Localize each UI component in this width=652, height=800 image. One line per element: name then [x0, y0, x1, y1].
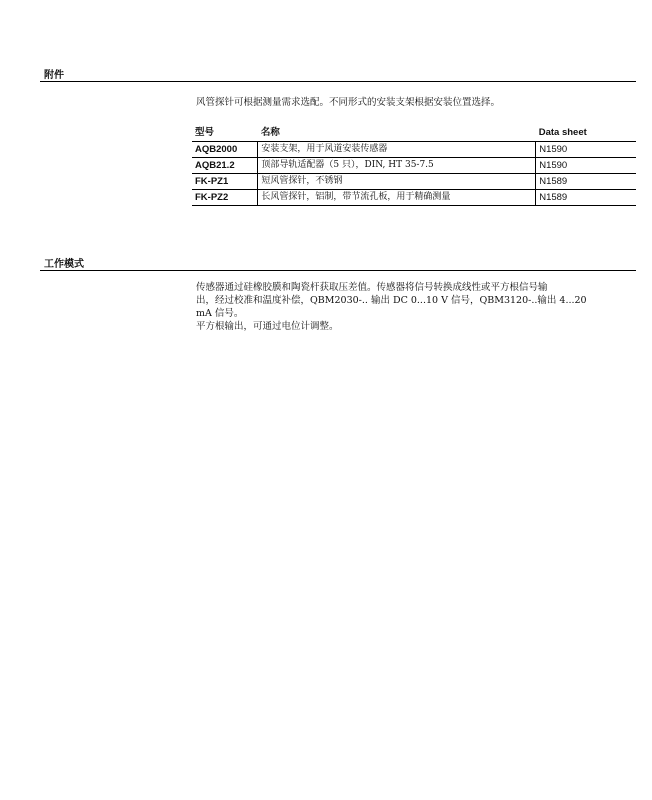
column-header-name: 名称: [258, 124, 536, 142]
name-cell: 短风管探针，不锈钢: [258, 174, 536, 190]
type-cell: AQB2000: [192, 142, 258, 158]
accessories-heading: 附件: [44, 70, 64, 81]
table-row: [192, 174, 636, 190]
column-header-datasheet: Data sheet: [536, 124, 636, 142]
datasheet-cell: N1590: [536, 142, 636, 158]
operation-heading: 工作模式: [44, 259, 84, 270]
operation-divider: [40, 270, 636, 271]
table-row: [192, 158, 636, 174]
operation-line-1: 传感器通过硅橡胶膜和陶瓷杆获取压差值。传感器将信号转换成线性或平方根信号输: [196, 282, 548, 293]
type-cell: FK-PZ1: [192, 174, 258, 190]
accessories-intro: 风管探针可根据测量需求选配。不同形式的安装支架根据安装位置选择。: [196, 97, 501, 108]
table-header-row: [192, 124, 636, 142]
name-cell: 顶部导轨适配器（5 只），DIN, HT 35-7.5: [258, 158, 536, 174]
type-cell: FK-PZ2: [192, 190, 258, 206]
operation-line-2: 出，经过校准和温度补偿，QBM2030-.. 输出 DC 0...10 V 信号，QBM3120-..输出 4...20: [196, 295, 587, 306]
type-cell: AQB21.2: [192, 158, 258, 174]
name-cell: 安装支架，用于风道安装传感器: [258, 142, 536, 158]
datasheet-cell: N1589: [536, 190, 636, 206]
datasheet-cell: N1589: [536, 174, 636, 190]
column-header-type: 型号: [192, 124, 258, 142]
table-row: [192, 142, 636, 158]
datasheet-cell: N1590: [536, 158, 636, 174]
operation-line-4: 平方根输出，可通过电位计调整。: [196, 321, 339, 332]
name-cell: 长风管探针，铝制，带节流孔板，用于精确测量: [258, 190, 536, 206]
operation-paragraph: [196, 281, 636, 333]
operation-line-3: mA 信号。: [196, 308, 244, 319]
table-row: [192, 190, 636, 206]
accessories-table: [192, 124, 636, 206]
accessories-divider: [40, 81, 636, 82]
